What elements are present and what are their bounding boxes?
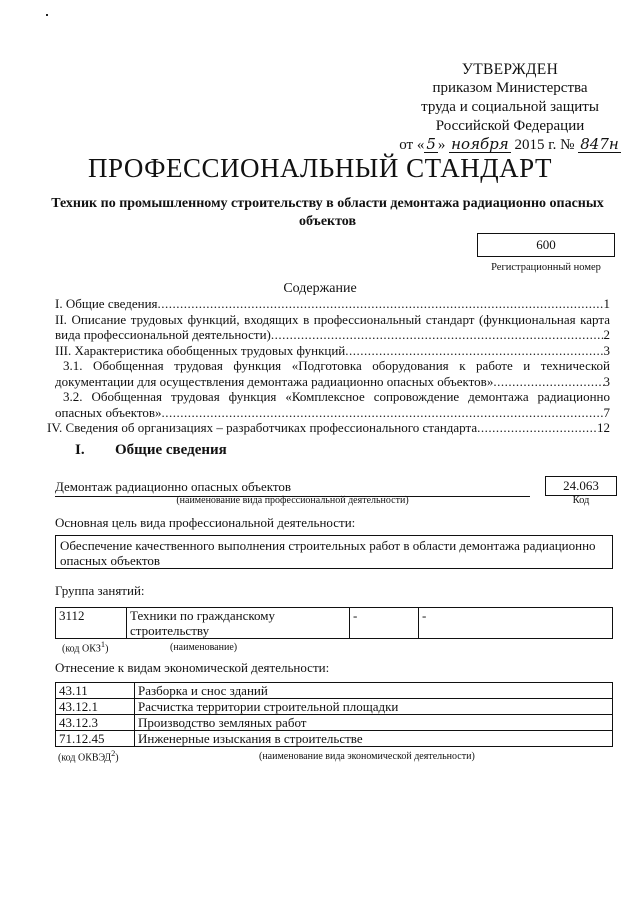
- section-heading: [75, 442, 227, 459]
- code-caption: Код: [572, 495, 590, 506]
- okved-name: Инженерные изыскания в строительстве: [135, 731, 613, 747]
- activity-code: 24.063: [545, 476, 617, 496]
- section-number: I.: [75, 442, 85, 458]
- occupation-code: 3112: [56, 608, 127, 639]
- registration-number: 600: [477, 233, 615, 257]
- section-title: Общие сведения: [115, 442, 227, 458]
- okved-code: 71.12.45: [56, 731, 135, 747]
- approval-line: Российской Федерации: [435, 118, 585, 134]
- occupation-name-2: -: [419, 608, 613, 639]
- approval-line: приказом Министерства: [432, 80, 588, 96]
- toc-entry[interactable]: III. Характеристика обобщенных трудовых функций ..... 3: [55, 343, 610, 359]
- occupation-name: Техники по гражданскому строительству: [127, 608, 350, 639]
- approval-title: УТВЕРЖДЕН: [461, 61, 559, 78]
- goal-text: Обеспечение качественного выполнения строительных работ в области демонтажа радиационно опасных объектов: [55, 535, 613, 569]
- occupation-code-2: -: [350, 608, 419, 639]
- okved-name: Разборка и снос зданий: [135, 683, 613, 699]
- okz-caption: (код ОКЗ$^1$): [62, 640, 109, 655]
- approval-date: от « 5 » ноября 2015 г. № 847н: [399, 135, 619, 153]
- okved-code: 43.11: [56, 683, 135, 699]
- group-label: Группа занятий:: [55, 583, 145, 598]
- table-row: [56, 683, 613, 699]
- document-title: ПРОФЕССИОНАЛЬНЫЙ СТАНДАРТ: [87, 153, 553, 183]
- okved-caption: (код ОКВЭД$^2$): [58, 749, 119, 764]
- approval-day: 5: [426, 135, 436, 153]
- toc-entry-text: 3.2. Обобщенная трудовая функция «Комплексное сопровождение демонтажа радиационно: [63, 389, 610, 404]
- document-subtitle: Техник по промышленному строительству в области демонтажа радиационно опасных объектов: [51, 196, 604, 229]
- activity-name: Демонтаж радиационно опасных объектов: [55, 479, 530, 497]
- toc-entry[interactable]: вида профессиональной деятельности) ..... 2: [55, 327, 610, 343]
- toc-heading: Содержание: [283, 281, 357, 296]
- okved-table: [55, 682, 613, 747]
- approval-number: 847н: [580, 135, 619, 153]
- approval-month: ноября: [451, 135, 509, 153]
- table-row: [56, 608, 613, 639]
- toc-entry[interactable]: I. Общие сведения ..... 1: [55, 296, 610, 312]
- occupation-table: [55, 607, 613, 639]
- registration-caption: Регистрационный номер: [491, 262, 601, 273]
- okved-name-caption: (наименование вида экономической деятельности): [259, 751, 475, 762]
- okved-name: Расчистка территории строительной площадки: [135, 699, 613, 715]
- toc-entry-text: 3.1. Обобщенная трудовая функция «Подготовка оборудования к работе и технической: [63, 358, 610, 373]
- toc-entry-text: II. Описание трудовых функций, входящих в профессиональный стандарт (функциональная карта: [55, 311, 610, 327]
- okved-code: 43.12.1: [56, 699, 135, 715]
- name-caption: (наименование): [170, 642, 238, 653]
- toc-entry[interactable]: документации для осуществления демонтажа радиационно опасных объектов» ..... 3: [55, 374, 610, 390]
- scan-mark: [46, 14, 48, 16]
- table-row: [56, 715, 613, 731]
- approval-block: [395, 60, 625, 155]
- okved-name: Производство земляных работ: [135, 715, 613, 731]
- activity-caption: (наименование вида профессиональной деятельности): [176, 495, 409, 506]
- toc-entry[interactable]: IV. Сведения об организациях – разработчиках профессионального стандарта ..... 12: [47, 420, 610, 436]
- table-row: [56, 699, 613, 715]
- goal-label: Основная цель вида профессиональной деятельности:: [55, 515, 356, 530]
- table-row: [56, 731, 613, 747]
- toc-entry[interactable]: опасных объектов» ..... 7: [55, 405, 610, 421]
- econ-label: Отнесение к видам экономической деятельности:: [55, 660, 330, 675]
- approval-line: труда и социальной защиты: [421, 99, 599, 115]
- okved-code: 43.12.3: [56, 715, 135, 731]
- table-of-contents: [47, 296, 610, 436]
